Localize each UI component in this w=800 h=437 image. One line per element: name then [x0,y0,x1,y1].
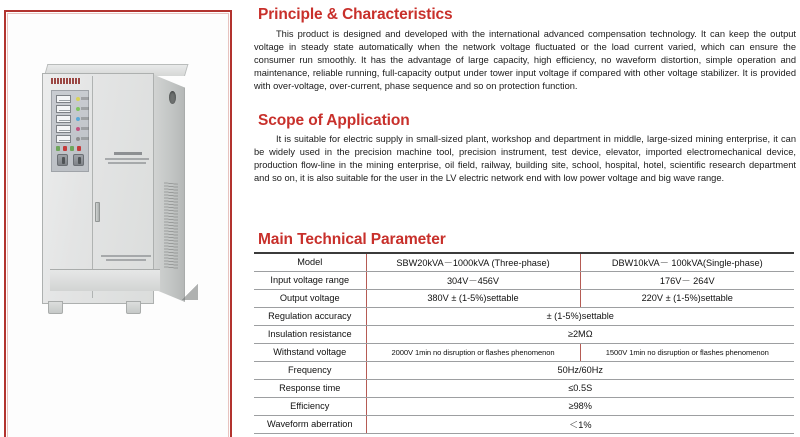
push-button [70,146,74,151]
cabinet-side-panel [152,74,185,302]
rotary-switch [57,154,68,166]
section-heading-principle: Principle & Characteristics [258,6,453,23]
table-row-label: Regulation accuracy [254,307,366,325]
indicator-lamp [76,137,80,141]
push-button [63,146,67,151]
table-cell-value-spanned: ± (1-5%)settable [366,307,794,325]
section-body-principle: This product is designed and developed with the international advanced compensation technology. It can keep the output voltage in steady state automatically when the network voltage fluctuated or the load current varied, which can ensure the consumer run smoothly. It has the advantage of large capacity, high efficiency, no waveform distortion, simple operation and maintenance, reliable running, full-capacity output under tower input voltage if compared with other voltage stabilizer. It is provided with over-voltage, over-current, phase sequence and so on protection function. [254,29,796,92]
cabinet-corner-shadow [182,284,198,300]
table-row [254,271,794,289]
footer-text-line [101,255,151,257]
voltage-stabilizer-cabinet [36,64,198,314]
meter-gauge [56,115,71,123]
table-row-label: Efficiency [254,397,366,415]
product-photo [6,12,230,437]
table-cell-three-phase: SBW20kVA－1000kVA (Three-phase) [366,253,580,271]
table-cell-single-phase: 1500V 1min no disruption or flashes phenomenon [580,343,794,361]
table-cell-single-phase: 176V－ 264V [580,271,794,289]
table-cell-value-spanned: 50Hz/60Hz [366,361,794,379]
meter-gauge [56,105,71,113]
table-cell-value-spanned: ≤0.5S [366,379,794,397]
table-row [254,289,794,307]
nameplate-model-text [114,152,142,155]
door-footer-plate [101,255,153,263]
table-row [254,397,794,415]
section-heading-scope: Scope of Application [258,112,410,129]
section-body-scope: It is suitable for electric supply in small-sized plant, workshop and department in middle, large-sized mining enterprise, it can be widely used in the precision machine tool, precision instrument, test device, elevator, imported electromechanical device, production flow-line in the mining enterprise, oil field, railway, building site, school, hospital, hotel, scientific research department and so on, it is also suitable for the user in the LV electric network end with low power voltage and big wave range. [254,134,796,184]
table-row-label: Withstand voltage [254,343,366,361]
cabinet-foot [48,301,63,314]
meter-gauge [56,95,71,103]
table-row [254,415,794,433]
table-row-label: Response time [254,379,366,397]
table-cell-single-phase: 220V ± (1-5%)settable [580,289,794,307]
indicator-lamp [76,97,80,101]
indicator-lamp [76,117,80,121]
door-nameplate [105,152,151,166]
meter-gauge [56,125,71,133]
indicator-lamp [76,107,80,111]
table-cell-value-spanned: ＜1% [366,415,794,433]
push-button-row [56,146,86,151]
table-cell-single-phase: DBW10kVA－ 100kVA(Single-phase) [580,253,794,271]
footer-text-line [106,259,146,261]
door-handle [95,202,100,222]
product-image-frame [4,10,232,437]
rotary-switch [73,154,84,166]
nameplate-sub-text [108,162,146,164]
table-row [254,361,794,379]
side-vent-grille [164,182,178,269]
table-row-label: Insulation resistance [254,325,366,343]
control-panel [51,90,89,172]
table-row [254,343,794,361]
spec-table [254,252,794,434]
table-cell-three-phase: 380V ± (1-5%)settable [366,289,580,307]
spec-table-body [254,253,794,433]
table-row [254,325,794,343]
table-row [254,253,794,271]
indicator-lamp [76,127,80,131]
table-row [254,379,794,397]
table-cell-value-spanned: ≥2MΩ [366,325,794,343]
push-button [77,146,81,151]
meter-gauge [56,135,71,143]
brand-logo-plate [51,78,81,84]
side-lock-hole [169,91,176,104]
table-row-label: Output voltage [254,289,366,307]
table-row-label: Waveform aberration [254,415,366,433]
table-row [254,307,794,325]
table-cell-three-phase: 2000V 1min no disruption or flashes phenomenon [366,343,580,361]
door-split-line [92,76,93,298]
table-cell-three-phase: 304V－456V [366,271,580,289]
table-cell-value-spanned: ≥98% [366,397,794,415]
table-row-label: Frequency [254,361,366,379]
spec-table-wrapper [254,252,794,434]
table-row-label: Model [254,253,366,271]
section-heading-main-technical-parameter: Main Technical Parameter [258,231,446,248]
nameplate-sub-text [105,158,149,160]
push-button [56,146,60,151]
cabinet-front-panel [42,73,154,304]
cabinet-foot [126,301,141,314]
content-column [252,0,800,437]
table-row-label: Input voltage range [254,271,366,289]
cabinet-plinth [50,269,160,291]
